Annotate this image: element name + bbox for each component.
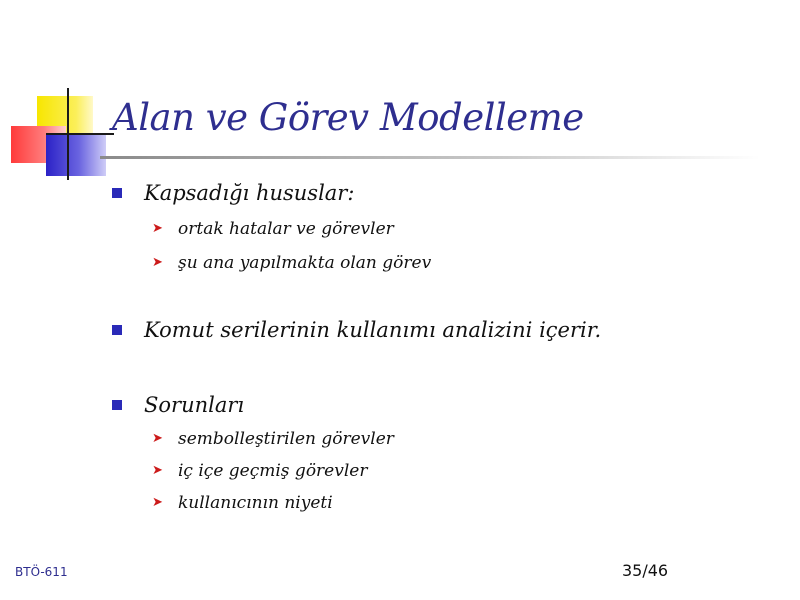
bullet-text: Komut serilerinin kullanımı analizini içerir. [144,318,602,342]
arrowhead-bullet-icon: ➤ [152,463,163,478]
course-code: BTÖ-611 [15,565,68,579]
page-number: 35/46 [622,561,669,580]
square-bullet-icon [112,188,122,198]
sub-bullet-text: şu ana yapılmakta olan görev [178,253,432,273]
sub-bullet-text: sembolleştirilen görevler [178,429,394,449]
arrowhead-bullet-icon: ➤ [152,255,163,270]
slide-title: Alan ve Görev Modelleme [112,96,584,139]
sub-bullet-text: iç içe geçmiş görevler [178,461,368,481]
bullet-text: Sorunları [144,393,245,417]
sub-bullet-text: kullanıcının niyeti [178,493,333,513]
arrowhead-bullet-icon: ➤ [152,495,163,510]
arrowhead-bullet-icon: ➤ [152,431,163,446]
bullet-text: Kapsadığı hususlar: [144,181,355,205]
square-bullet-icon [112,400,122,410]
square-bullet-icon [112,325,122,335]
arrowhead-bullet-icon: ➤ [152,221,163,236]
sub-bullet-text: ortak hatalar ve görevler [178,219,394,239]
